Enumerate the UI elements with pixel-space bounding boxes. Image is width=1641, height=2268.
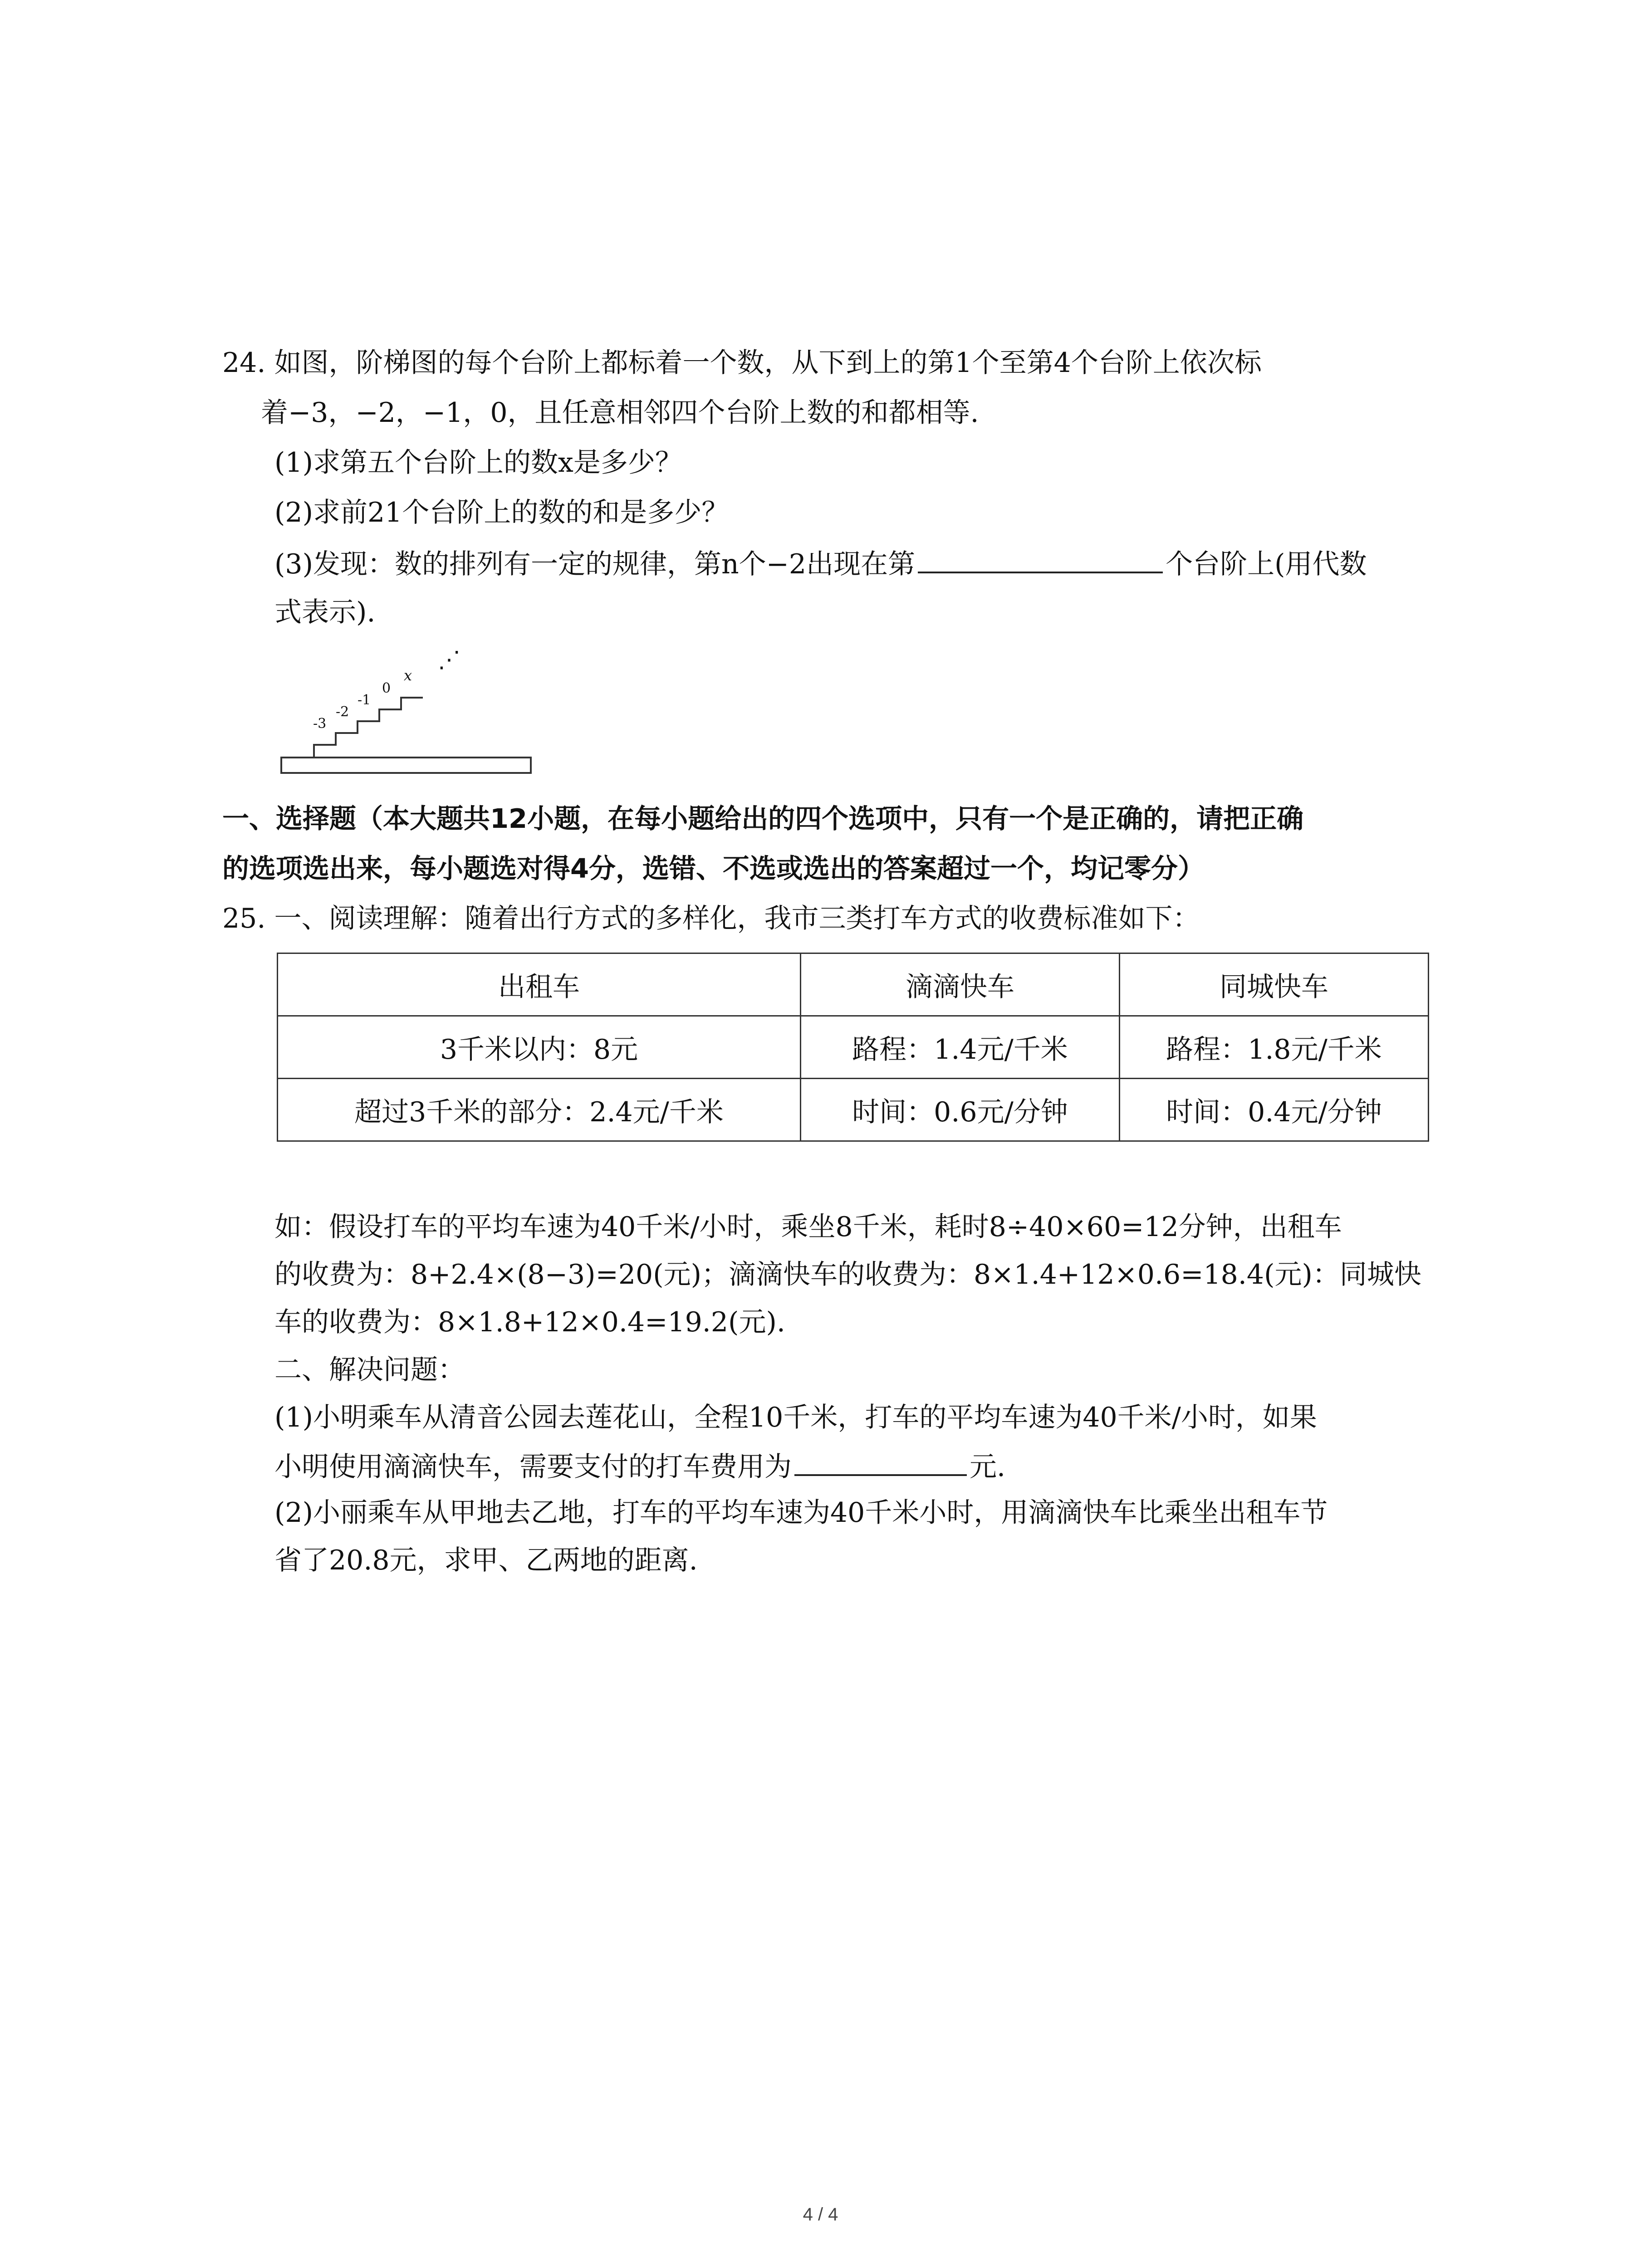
q24-part-2: (2)求前21个台阶上的数的和是多少？ xyxy=(274,497,729,528)
step-label-4: 0 xyxy=(382,680,391,696)
fee-cell: 超过3千米的部分：2.4元/千米 xyxy=(278,1079,801,1141)
q24-part-3-text-before: (3)发现：数的排列有一定的规律，第n个−2出现在第 xyxy=(274,548,916,580)
header-didi: 滴滴快车 xyxy=(801,953,1120,1016)
q25-part-2-line-2: 省了20.8元，求甲、乙两地的距离. xyxy=(274,1545,698,1576)
q25-part-1-line-1: (1)小明乘车从清音公园去莲花山，全程10千米，打车的平均车速为40千米/小时，如果 xyxy=(274,1402,1317,1433)
fee-cell: 路程：1.4元/千米 xyxy=(801,1016,1120,1079)
fee-cell: 路程：1.8元/千米 xyxy=(1120,1016,1429,1079)
fee-table-row xyxy=(278,1016,1429,1079)
step-label-2: -2 xyxy=(336,704,349,720)
step-label-3: -1 xyxy=(358,692,371,708)
staircase-figure xyxy=(272,617,544,785)
fee-cell: 时间：0.6元/分钟 xyxy=(801,1079,1120,1141)
section-heading-line-2: 的选项选出来，每小题选对得4分，选错、不选或选出的答案超过一个，均记零分） xyxy=(222,853,1205,884)
step-label-1: -3 xyxy=(313,716,327,732)
fee-table xyxy=(277,953,1429,1142)
q25-example-line-2: 的收费为：8+2.4×(8−3)=20(元)；滴滴快车的收费为：8×1.4+12×0.6=18.4(元)：同城快 xyxy=(274,1259,1421,1290)
q25-example-line-3: 车的收费为：8×1.8+12×0.4=19.2(元). xyxy=(274,1306,785,1338)
fee-table-header-row xyxy=(278,953,1429,1016)
section-heading-line-1: 一、选择题（本大题共12小题，在每小题给出的四个选项中，只有一个是正确的，请把正确 xyxy=(222,803,1304,834)
staircase-base xyxy=(281,758,531,773)
step-label-5: x xyxy=(404,667,412,684)
fee-table-row xyxy=(278,1079,1429,1141)
q24-part-1: (1)求第五个台阶上的数x是多少？ xyxy=(274,447,682,479)
q25-solve-title: 二、解决问题： xyxy=(274,1354,465,1386)
q25-fare-answer-blank[interactable] xyxy=(794,1447,967,1476)
q24-part-3-line-2: 式表示). xyxy=(274,596,376,628)
q24-answer-blank[interactable] xyxy=(918,544,1163,573)
q25-part-1-text-before: 小明使用滴滴快车，需要支付的打车费用为 xyxy=(274,1451,792,1483)
header-taxi: 出租车 xyxy=(278,953,801,1016)
header-tongcheng: 同城快车 xyxy=(1120,953,1429,1016)
q25-part-2-line-1: (2)小丽乘车从甲地去乙地，打车的平均车速为40千米小时，用滴滴快车比乘坐出租车节 xyxy=(274,1497,1328,1529)
q24-line-2: 着−3，−2，−1，0，且任意相邻四个台阶上数的和都相等. xyxy=(261,397,979,429)
page-number: 4 / 4 xyxy=(803,2204,838,2224)
fee-cell: 3千米以内：8元 xyxy=(278,1016,801,1079)
fee-cell: 时间：0.4元/分钟 xyxy=(1120,1079,1429,1141)
continuation-dots: ⋰ xyxy=(438,646,460,673)
q24-line-1: 24. 如图，阶梯图的每个台阶上都标着一个数，从下到上的第1个至第4个台阶上依次标 xyxy=(222,347,1262,379)
q25-part-1-line-2 xyxy=(274,1447,1005,1485)
q24-part-3-text-after: 个台阶上(用代数 xyxy=(1166,548,1367,580)
q25-example-line-1: 如：假设打车的平均车速为40千米/小时，乘坐8千米，耗时8÷40×60=12分钟，出租车 xyxy=(274,1211,1342,1243)
q25-part-1-text-after: 元. xyxy=(970,1451,1006,1483)
q24-part-3 xyxy=(274,544,1367,582)
staircase-drawing xyxy=(272,617,544,785)
q25-intro: 25. 一、阅读理解：随着出行方式的多样化，我市三类打车方式的收费标准如下： xyxy=(222,903,1200,934)
